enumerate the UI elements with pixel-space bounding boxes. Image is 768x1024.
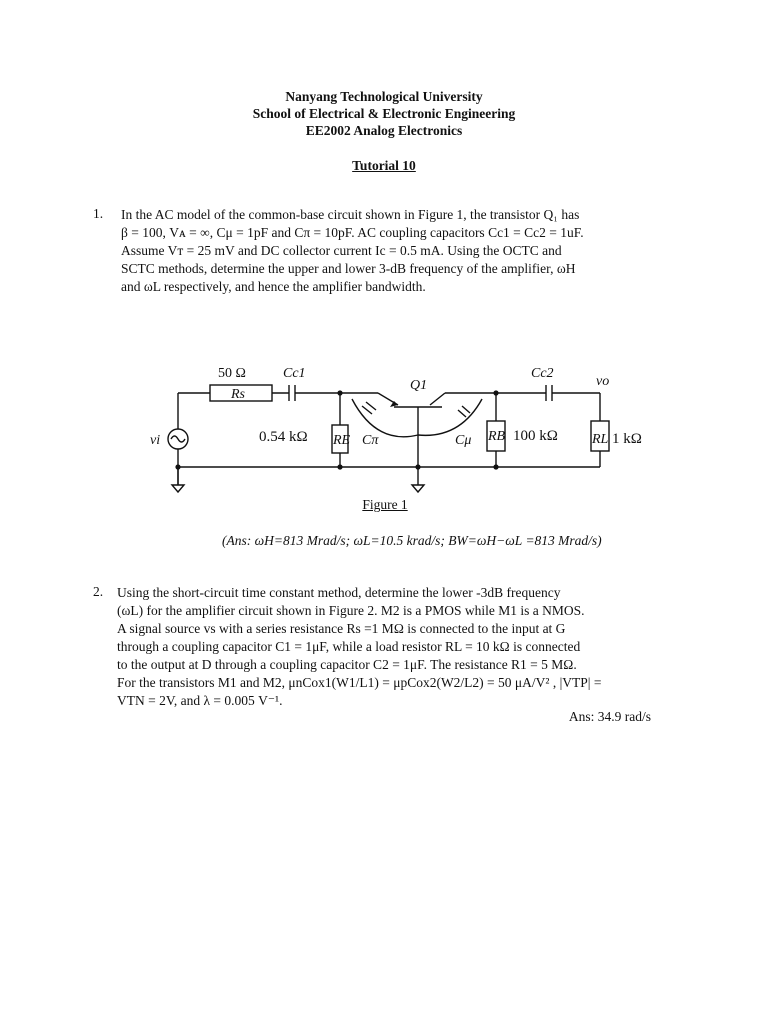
vi-label: vi [150, 433, 161, 448]
q1-line: β = 100, Vᴀ = ∞, Cμ = 1pF and Cπ = 10pF. AC coupling capacitors Cc1 = Cc2 = 1uF. [121, 225, 584, 240]
rb-name-label: RB [488, 429, 506, 444]
q1-line: Assume Vᴛ = 25 mV and DC collector current Ic = 0.5 mA. Using the OCTC and [121, 243, 562, 258]
rs-name-label: Rs [231, 387, 245, 402]
course-title: EE2002 Analog Electronics [305, 123, 463, 138]
cmu-label: Cμ [455, 433, 472, 448]
q1-line: and ωL respectively, and hence the amplifier bandwidth. [121, 279, 426, 294]
question-1-number: 1. [93, 206, 104, 221]
q2-line: VTN = 2V, and λ = 0.005 V⁻¹. [117, 693, 283, 708]
cc1-label: Cc1 [283, 366, 306, 381]
q2-line: For the transistors M1 and M2, μnCox1(W1/L1) = μpCox2(W2/L2) = 50 μA/V² , |VTP| = [117, 675, 602, 690]
figure-1-circuit [0, 355, 768, 495]
rl-value-label: 1 kΩ [612, 431, 642, 447]
q1-line: In the AC model of the common-base circuit shown in Figure 1, the transistor Q₁ has [121, 207, 580, 222]
cc2-label: Cc2 [531, 366, 554, 381]
q2-line: A signal source vs with a series resistance Rs =1 MΩ is connected to the input at G [117, 621, 566, 636]
re-name-label: RE [333, 433, 351, 448]
q1-label: Q1 [410, 378, 428, 393]
question-2-answer: Ans: 34.9 rad/s [568, 709, 651, 724]
q2-line: through a coupling capacitor C1 = 1μF, while a load resistor RL = 10 kΩ is connected [117, 639, 581, 654]
question-1-answer: (Ans: ωH=813 Mrad/s; ωL=10.5 krad/s; BW=ωH−ωL =813 Mrad/s) [222, 533, 602, 548]
university-name: Nanyang Technological University [285, 89, 483, 104]
rs-value-label: 50 Ω [218, 366, 246, 381]
cpi-label: Cπ [362, 433, 379, 448]
q2-line: to the output at D through a coupling capacitor C2 = 1μF. The resistance R1 = 5 MΩ. [117, 657, 577, 672]
rb-value-label: 100 kΩ [513, 428, 558, 444]
figure-1-caption: Figure 1 [362, 497, 408, 512]
re-value-label: 0.54 kΩ [259, 429, 308, 445]
q1-line: SCTC methods, determine the upper and lower 3-dB frequency of the amplifier, ωH [121, 261, 576, 276]
vo-label: vo [596, 374, 610, 389]
q2-line: Using the short-circuit time constant method, determine the lower -3dB frequency [117, 585, 561, 600]
q2-line: (ωL) for the amplifier circuit shown in Figure 2. M2 is a PMOS while M1 is a NMOS. [117, 603, 585, 618]
rl-name-label: RL [592, 432, 609, 447]
question-2-number: 2. [93, 584, 104, 599]
school-name: School of Electrical & Electronic Engineering [252, 106, 516, 121]
question-2-text [117, 584, 653, 710]
tutorial-title: Tutorial 10 [352, 158, 416, 173]
question-1-text [121, 206, 653, 296]
